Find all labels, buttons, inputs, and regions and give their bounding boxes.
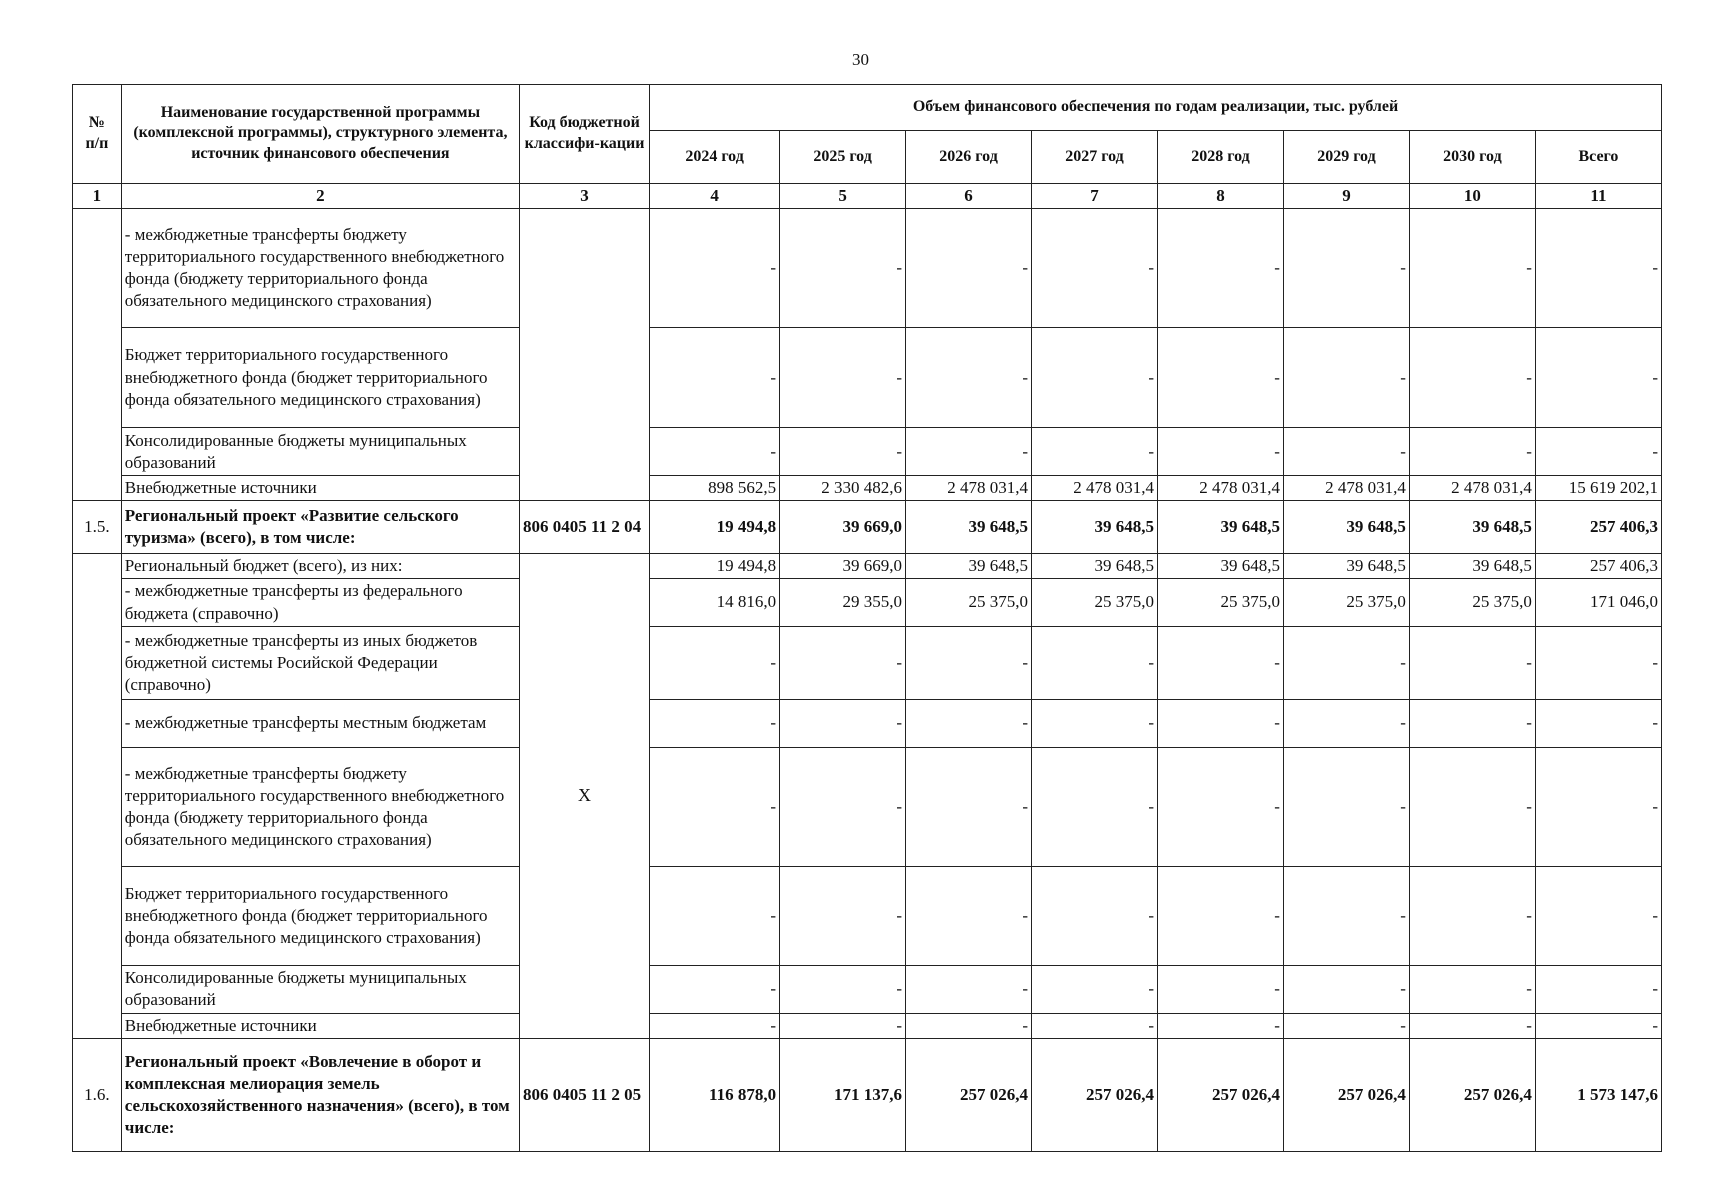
year-value: 39 648,5: [1032, 501, 1158, 553]
year-value: 257 026,4: [1032, 1039, 1158, 1152]
year-value: -: [906, 627, 1032, 700]
year-value: -: [1283, 327, 1409, 428]
year-value: -: [1032, 208, 1158, 327]
column-number: 7: [1032, 183, 1158, 208]
year-value: 2 478 031,4: [906, 475, 1032, 500]
year-value: 25 375,0: [1283, 578, 1409, 626]
year-value: -: [1157, 699, 1283, 747]
table-row: [73, 475, 1662, 500]
year-value: -: [1283, 208, 1409, 327]
year-value: -: [906, 699, 1032, 747]
year-value: -: [1157, 965, 1283, 1013]
total-value: 257 406,3: [1535, 501, 1661, 553]
row-name: Региональный проект «Вовлечение в оборот и комплексная мелиорация земель сельскохозяйственного назначения» (всего), в том числе:: [121, 1039, 519, 1152]
year-value: -: [1032, 965, 1158, 1013]
column-number: 8: [1157, 183, 1283, 208]
header-year: 2027 год: [1032, 131, 1158, 183]
year-value: 171 137,6: [780, 1039, 906, 1152]
year-value: -: [1157, 428, 1283, 476]
year-value: -: [1409, 748, 1535, 867]
row-name: Бюджет территориального государственного внебюджетного фонда (бюджет территориального фонда обязательного медицинского страхования): [121, 866, 519, 965]
year-value: -: [780, 866, 906, 965]
year-value: 39 648,5: [1283, 501, 1409, 553]
page-number: 30: [852, 50, 869, 69]
header-name: Наименование государственной программы (комплексной программы), структурного элемента, источник финансового обеспечения: [121, 85, 519, 184]
table-row: [73, 866, 1662, 965]
total-value: -: [1535, 965, 1661, 1013]
year-value: -: [780, 748, 906, 867]
year-value: 39 648,5: [1409, 553, 1535, 578]
financing-table: [72, 84, 1662, 1152]
year-value: 39 648,5: [906, 501, 1032, 553]
total-value: -: [1535, 627, 1661, 700]
year-value: -: [1032, 748, 1158, 867]
header-num: № п/п: [73, 85, 122, 184]
year-value: -: [906, 748, 1032, 867]
year-value: 39 648,5: [1032, 553, 1158, 578]
year-value: 25 375,0: [1409, 578, 1535, 626]
row-name: Внебюджетные источники: [121, 475, 519, 500]
column-number: 6: [906, 183, 1032, 208]
row-name: - межбюджетные трансферты бюджету территориального государственного внебюджетного фонда (бюджету территориального фонда обязательного медицинского страхования): [121, 748, 519, 867]
year-value: 14 816,0: [650, 578, 780, 626]
column-number: 11: [1535, 183, 1661, 208]
row-name: Внебюджетные источники: [121, 1013, 519, 1038]
table-row: [73, 699, 1662, 747]
year-value: -: [906, 208, 1032, 327]
year-value: -: [780, 428, 906, 476]
year-value: 257 026,4: [1157, 1039, 1283, 1152]
year-value: 2 478 031,4: [1283, 475, 1409, 500]
year-value: 39 669,0: [780, 553, 906, 578]
column-number: 9: [1283, 183, 1409, 208]
year-value: -: [1157, 748, 1283, 867]
column-number: 2: [121, 183, 519, 208]
year-value: -: [1157, 1013, 1283, 1038]
year-value: 25 375,0: [1032, 578, 1158, 626]
year-value: 39 648,5: [1157, 553, 1283, 578]
year-value: -: [1157, 627, 1283, 700]
year-value: -: [1409, 327, 1535, 428]
total-value: -: [1535, 327, 1661, 428]
column-number: 5: [780, 183, 906, 208]
year-value: -: [1157, 327, 1283, 428]
year-value: -: [780, 208, 906, 327]
year-value: 898 562,5: [650, 475, 780, 500]
year-value: -: [1283, 627, 1409, 700]
year-value: -: [1283, 748, 1409, 867]
year-value: 19 494,8: [650, 553, 780, 578]
column-number: 4: [650, 183, 780, 208]
year-value: -: [1032, 627, 1158, 700]
total-value: 15 619 202,1: [1535, 475, 1661, 500]
year-value: -: [1409, 208, 1535, 327]
year-value: -: [1032, 1013, 1158, 1038]
year-value: 25 375,0: [1157, 578, 1283, 626]
header-year: 2028 год: [1157, 131, 1283, 183]
header-year: 2030 год: [1409, 131, 1535, 183]
year-value: 25 375,0: [906, 578, 1032, 626]
row-name: Региональный бюджет (всего), из них:: [121, 553, 519, 578]
year-value: -: [1283, 428, 1409, 476]
year-value: -: [780, 699, 906, 747]
year-value: -: [1032, 327, 1158, 428]
header-volume: Объем финансового обеспечения по годам реализации, тыс. рублей: [650, 85, 1662, 131]
table-row: [73, 501, 1662, 553]
header-code: Код бюджетной классифи-кации: [520, 85, 650, 184]
column-number: 3: [520, 183, 650, 208]
year-value: -: [1283, 699, 1409, 747]
year-value: -: [650, 965, 780, 1013]
year-value: -: [1409, 428, 1535, 476]
row-name: Бюджет территориального государственного внебюджетного фонда (бюджет территориального фонда обязательного медицинского страхования): [121, 327, 519, 428]
year-value: 2 478 031,4: [1409, 475, 1535, 500]
row-name: - межбюджетные трансферты из иных бюджетов бюджетной системы Росийской Федерации (справочно): [121, 627, 519, 700]
row-index: [73, 553, 122, 1039]
row-name: Региональный проект «Развитие сельского туризма» (всего), в том числе:: [121, 501, 519, 553]
year-value: 2 478 031,4: [1032, 475, 1158, 500]
year-value: -: [906, 327, 1032, 428]
year-value: -: [650, 699, 780, 747]
year-value: 257 026,4: [1409, 1039, 1535, 1152]
year-value: -: [650, 748, 780, 867]
year-value: -: [1409, 965, 1535, 1013]
year-value: 39 648,5: [906, 553, 1032, 578]
year-value: -: [1409, 699, 1535, 747]
budget-code: 806 0405 11 2 04: [520, 501, 650, 553]
year-value: -: [906, 428, 1032, 476]
table-row: [73, 208, 1662, 327]
year-value: 116 878,0: [650, 1039, 780, 1152]
year-value: 39 648,5: [1409, 501, 1535, 553]
table-row: [73, 553, 1662, 578]
row-index: 1.5.: [73, 501, 122, 553]
header-year: 2025 год: [780, 131, 906, 183]
table-row: [73, 428, 1662, 476]
table-row: [73, 748, 1662, 867]
total-value: -: [1535, 208, 1661, 327]
row-name: - межбюджетные трансферты местным бюджетам: [121, 699, 519, 747]
row-index: 1.6.: [73, 1039, 122, 1152]
header-year: 2029 год: [1283, 131, 1409, 183]
year-value: -: [906, 1013, 1032, 1038]
row-name: Консолидированные бюджеты муниципальных образований: [121, 965, 519, 1013]
year-value: 39 648,5: [1157, 501, 1283, 553]
table-row: [73, 1039, 1662, 1152]
total-value: -: [1535, 1013, 1661, 1038]
total-value: 171 046,0: [1535, 578, 1661, 626]
table-row: [73, 327, 1662, 428]
year-value: -: [780, 627, 906, 700]
row-name: Консолидированные бюджеты муниципальных образований: [121, 428, 519, 476]
year-value: 39 648,5: [1283, 553, 1409, 578]
year-value: -: [1157, 866, 1283, 965]
year-value: -: [1283, 1013, 1409, 1038]
column-number: 1: [73, 183, 122, 208]
total-value: 1 573 147,6: [1535, 1039, 1661, 1152]
total-value: -: [1535, 699, 1661, 747]
year-value: -: [650, 627, 780, 700]
table-row: [73, 578, 1662, 626]
year-value: -: [1032, 699, 1158, 747]
total-value: -: [1535, 748, 1661, 867]
header-year: 2026 год: [906, 131, 1032, 183]
total-value: -: [1535, 428, 1661, 476]
year-value: -: [780, 965, 906, 1013]
column-number: 10: [1409, 183, 1535, 208]
year-value: 29 355,0: [780, 578, 906, 626]
table-row: [73, 965, 1662, 1013]
year-value: -: [650, 428, 780, 476]
header-total: Всего: [1535, 131, 1661, 183]
total-value: -: [1535, 866, 1661, 965]
year-value: -: [1032, 428, 1158, 476]
year-value: -: [1409, 627, 1535, 700]
budget-code: 806 0405 11 2 05: [520, 1039, 650, 1152]
year-value: -: [1283, 866, 1409, 965]
year-value: 257 026,4: [1283, 1039, 1409, 1152]
row-name: - межбюджетные трансферты из федерального бюджета (справочно): [121, 578, 519, 626]
year-value: 2 330 482,6: [780, 475, 906, 500]
year-value: -: [1032, 866, 1158, 965]
row-name: - межбюджетные трансферты бюджету территориального государственного внебюджетного фонда (бюджету территориального фонда обязательного медицинского страхования): [121, 208, 519, 327]
year-value: -: [1409, 866, 1535, 965]
total-value: 257 406,3: [1535, 553, 1661, 578]
year-value: -: [906, 965, 1032, 1013]
table-row: [73, 1013, 1662, 1038]
year-value: -: [1157, 208, 1283, 327]
year-value: -: [906, 866, 1032, 965]
row-index: [73, 208, 122, 500]
year-value: -: [650, 208, 780, 327]
year-value: 19 494,8: [650, 501, 780, 553]
year-value: -: [780, 327, 906, 428]
year-value: 2 478 031,4: [1157, 475, 1283, 500]
year-value: -: [650, 327, 780, 428]
year-value: 39 669,0: [780, 501, 906, 553]
year-value: -: [650, 866, 780, 965]
year-value: -: [780, 1013, 906, 1038]
year-value: 257 026,4: [906, 1039, 1032, 1152]
table-row: [73, 627, 1662, 700]
year-value: -: [1409, 1013, 1535, 1038]
year-value: -: [1283, 965, 1409, 1013]
year-value: -: [650, 1013, 780, 1038]
code-x-mark: Х: [520, 553, 650, 1039]
header-year: 2024 год: [650, 131, 780, 183]
code-cell-empty: [520, 208, 650, 500]
